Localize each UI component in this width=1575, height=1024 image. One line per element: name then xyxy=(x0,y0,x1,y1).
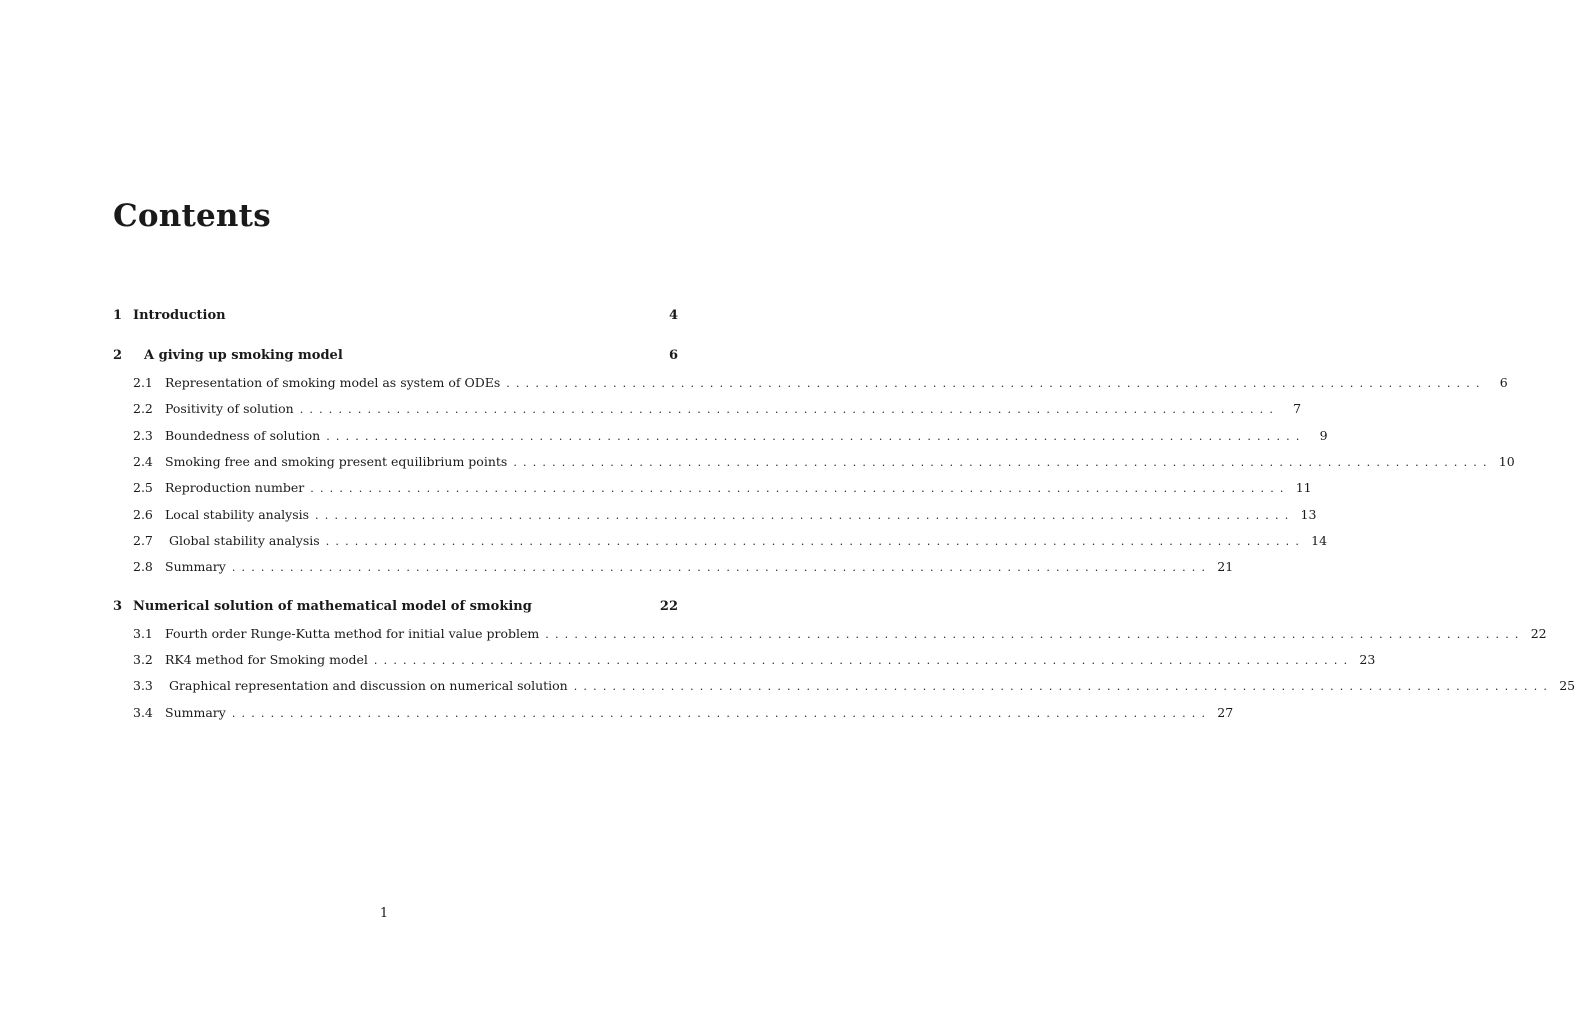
section-title: Introduction xyxy=(133,308,226,323)
page-ref: 4 xyxy=(668,308,678,323)
entry-title: Boundedness of solution xyxy=(165,428,321,443)
dot-leader: ..................................................................................................... xyxy=(299,403,1280,416)
entry-title: Summary xyxy=(165,559,226,574)
entry-title: RK4 method for Smoking model xyxy=(165,652,368,667)
toc-entry-2-1[interactable] xyxy=(113,373,1508,393)
dot-leader: ..................................................................................................... xyxy=(315,509,1295,522)
toc-entry-2-5[interactable] xyxy=(113,478,1312,498)
page-ref: 21 xyxy=(1217,559,1234,574)
dot-leader: ..................................................................................................... xyxy=(326,430,1306,443)
page-ref: 13 xyxy=(1300,507,1317,522)
section-number: 3 xyxy=(113,599,123,614)
toc-section-3[interactable] xyxy=(113,597,678,617)
page-ref: 22 xyxy=(659,599,678,614)
dot-leader: ..................................................................................................... xyxy=(506,377,1486,390)
dot-leader: ..................................................................................................... xyxy=(310,482,1290,495)
section-title: Numerical solution of mathematical model of smoking xyxy=(133,599,532,614)
entry-number: 3.2 xyxy=(133,652,153,667)
entry-title: Representation of smoking model as system of ODEs xyxy=(165,375,501,390)
section-title: A giving up smoking model xyxy=(144,348,343,363)
page-ref: 27 xyxy=(1217,705,1234,720)
entry-number: 2.5 xyxy=(133,480,153,495)
entry-title: Local stability analysis xyxy=(165,507,310,522)
toc-section-1[interactable] xyxy=(113,306,678,326)
entry-number: 2.8 xyxy=(133,559,153,574)
toc-entry-2-3[interactable] xyxy=(113,426,1328,446)
toc-section-2[interactable] xyxy=(113,346,678,366)
toc-entry-2-4[interactable] xyxy=(113,452,1515,472)
entry-number: 3.1 xyxy=(133,626,153,641)
entry-number: 2.1 xyxy=(133,375,153,390)
page-number: 1 xyxy=(379,906,389,921)
dot-leader: ..................................................................................................... xyxy=(513,456,1493,469)
entry-title: Positivity of solution xyxy=(165,401,294,416)
section-number: 1 xyxy=(113,308,123,323)
toc-entry-3-3[interactable] xyxy=(113,676,1575,696)
entry-number: 2.6 xyxy=(133,507,153,522)
dot-leader: ..................................................................................................... xyxy=(231,707,1212,720)
entry-number: 2.7 xyxy=(133,533,153,548)
entry-number: 3.4 xyxy=(133,705,153,720)
entry-title: Smoking free and smoking present equilibrium points xyxy=(165,454,508,469)
page-ref: 6 xyxy=(668,348,678,363)
page-ref: 6 xyxy=(1499,375,1508,390)
page-ref: 10 xyxy=(1498,454,1515,469)
page-ref: 14 xyxy=(1311,533,1328,548)
entry-title: Graphical representation and discussion on numerical solution xyxy=(165,678,568,693)
dot-leader: ..................................................................................................... xyxy=(231,561,1212,574)
dot-leader: ..................................................................................................... xyxy=(573,680,1554,693)
toc-entry-2-2[interactable] xyxy=(113,399,1302,419)
page-ref: 11 xyxy=(1295,480,1312,495)
dot-leader: ..................................................................................................... xyxy=(373,654,1354,667)
entry-number: 2.4 xyxy=(133,454,153,469)
toc-entry-2-7[interactable] xyxy=(113,531,1328,551)
entry-title: Summary xyxy=(165,705,226,720)
entry-number: 2.2 xyxy=(133,401,153,416)
dot-leader: ..................................................................................................... xyxy=(325,535,1306,548)
entry-title: Fourth order Runge-Kutta method for initial value problem xyxy=(165,626,540,641)
toc-entry-3-4[interactable] xyxy=(113,703,1234,723)
toc-entry-3-1[interactable] xyxy=(113,624,1547,644)
page-ref: 22 xyxy=(1530,626,1547,641)
section-number: 2 xyxy=(113,348,123,363)
entry-number: 3.3 xyxy=(133,678,153,693)
entry-title: Reproduction number xyxy=(165,480,305,495)
toc-entry-3-2[interactable] xyxy=(113,650,1376,670)
page-ref: 7 xyxy=(1293,401,1302,416)
page-ref: 23 xyxy=(1359,652,1376,667)
entry-title: Global stability analysis xyxy=(165,533,320,548)
page-ref: 25 xyxy=(1559,678,1575,693)
page-ref: 9 xyxy=(1319,428,1328,443)
page-title: Contents xyxy=(113,198,271,234)
entry-number: 2.3 xyxy=(133,428,153,443)
toc-entry-2-8[interactable] xyxy=(113,557,1234,577)
dot-leader: ..................................................................................................... xyxy=(545,628,1525,641)
toc-entry-2-6[interactable] xyxy=(113,505,1317,525)
